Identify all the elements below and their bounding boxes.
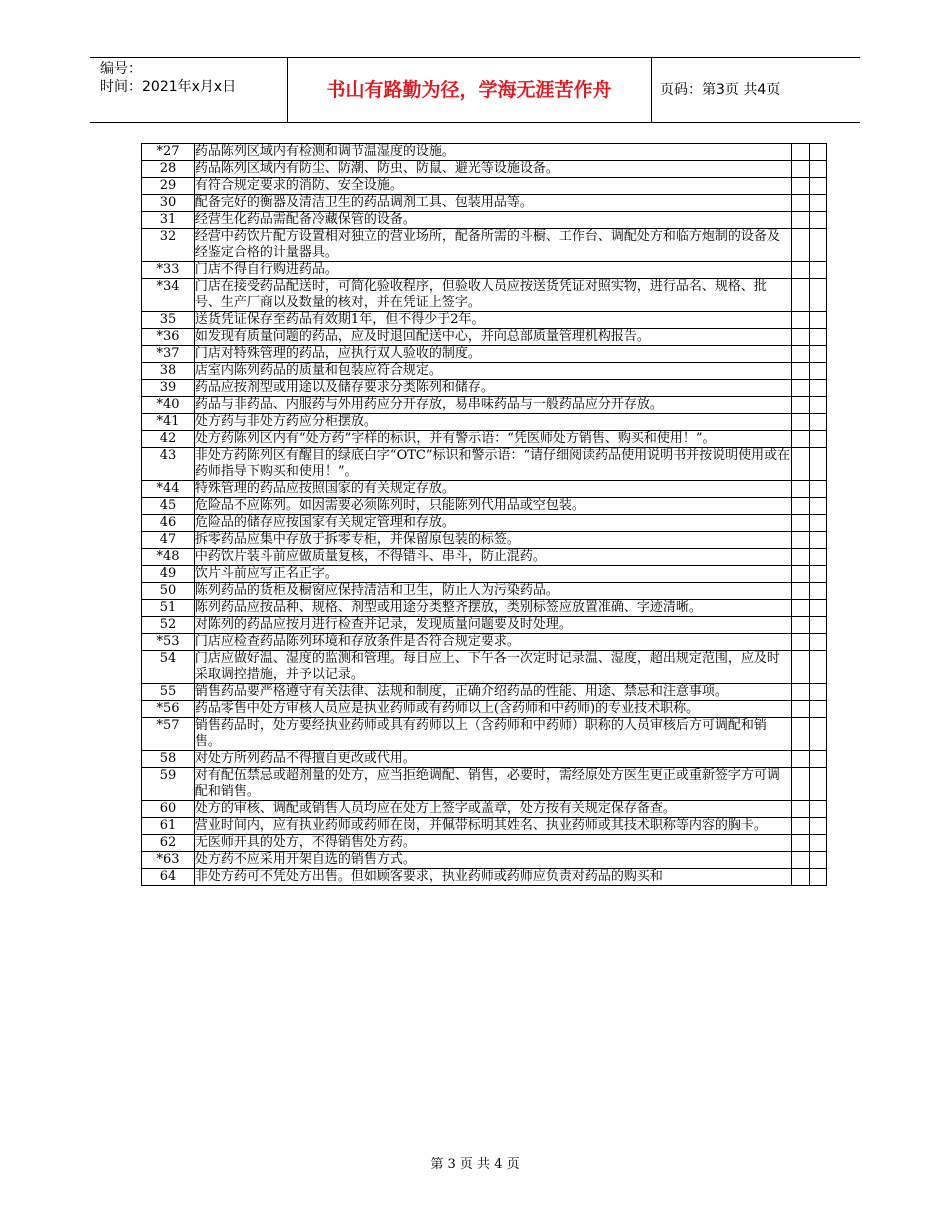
table-row [142, 701, 827, 718]
check-cell-1 [792, 617, 809, 634]
table-row [142, 835, 827, 852]
check-cell-2 [809, 498, 826, 515]
table-row [142, 481, 827, 498]
table-row [142, 600, 827, 617]
header-divider-right [651, 57, 652, 122]
item-number: 61 [142, 818, 195, 835]
table-row [142, 617, 827, 634]
item-requirement-text: 拆零药品应集中存放于拆零专柜，并保留原包装的标签。 [194, 532, 791, 549]
item-number: 31 [142, 212, 195, 229]
table-row [142, 583, 827, 600]
check-cell-1 [792, 498, 809, 515]
check-cell-1 [792, 397, 809, 414]
checklist-table-body [142, 144, 827, 886]
check-cell-1 [792, 144, 809, 161]
table-row [142, 262, 827, 279]
item-requirement-text: 处方药不应采用开架自选的销售方式。 [194, 852, 791, 869]
table-row [142, 414, 827, 431]
item-number: *34 [142, 279, 195, 312]
table-row [142, 515, 827, 532]
item-number: 29 [142, 178, 195, 195]
check-cell-2 [809, 701, 826, 718]
item-number: 39 [142, 380, 195, 397]
item-requirement-text: 特殊管理的药品应按照国家的有关规定存放。 [194, 481, 791, 498]
item-number: *44 [142, 481, 195, 498]
check-cell-2 [809, 801, 826, 818]
check-cell-1 [792, 414, 809, 431]
check-cell-2 [809, 835, 826, 852]
table-row [142, 818, 827, 835]
item-number: *40 [142, 397, 195, 414]
item-requirement-text: 陈列药品应按品种、规格、剂型或用途分类整齐摆放，类别标签应放置准确、字迹清晰。 [194, 600, 791, 617]
table-row [142, 498, 827, 515]
table-row [142, 195, 827, 212]
check-cell-2 [809, 532, 826, 549]
item-number: *41 [142, 414, 195, 431]
item-requirement-text: 门店应检查药品陈列环境和存放条件是否符合规定要求。 [194, 634, 791, 651]
check-cell-2 [809, 651, 826, 684]
check-cell-1 [792, 583, 809, 600]
check-cell-2 [809, 684, 826, 701]
item-number: *36 [142, 329, 195, 346]
check-cell-2 [809, 751, 826, 768]
check-cell-2 [809, 363, 826, 380]
item-number: 47 [142, 532, 195, 549]
item-requirement-text: 销售药品要严格遵守有关法律、法规和制度，正确介绍药品的性能、用途、禁忌和注意事项。 [194, 684, 791, 701]
check-cell-2 [809, 481, 826, 498]
table-row [142, 346, 827, 363]
item-number: 38 [142, 363, 195, 380]
check-cell-1 [792, 718, 809, 751]
item-number: 58 [142, 751, 195, 768]
check-cell-2 [809, 229, 826, 262]
item-number: 35 [142, 312, 195, 329]
table-row [142, 212, 827, 229]
table-row [142, 279, 827, 312]
page-footer: 第 3 页 共 4 页 [430, 1157, 520, 1172]
item-number: 64 [142, 869, 195, 886]
item-number: 28 [142, 161, 195, 178]
check-cell-2 [809, 818, 826, 835]
document-date-label: 时间：2021年x月x日 [100, 79, 237, 95]
item-number: *37 [142, 346, 195, 363]
check-cell-1 [792, 262, 809, 279]
check-cell-1 [792, 818, 809, 835]
check-cell-1 [792, 684, 809, 701]
check-cell-1 [792, 448, 809, 481]
check-cell-1 [792, 212, 809, 229]
table-row [142, 566, 827, 583]
item-requirement-text: 处方药与非处方药应分柜摆放。 [194, 414, 791, 431]
table-row [142, 161, 827, 178]
item-number: 32 [142, 229, 195, 262]
item-requirement-text: 饮片斗前应写正名正字。 [194, 566, 791, 583]
table-row [142, 380, 827, 397]
item-number: 54 [142, 651, 195, 684]
item-requirement-text: 无医师开具的处方，不得销售处方药。 [194, 835, 791, 852]
item-number: *27 [142, 144, 195, 161]
table-row [142, 431, 827, 448]
check-cell-1 [792, 515, 809, 532]
header-top-rule [90, 57, 860, 58]
check-cell-2 [809, 262, 826, 279]
item-requirement-text: 危险品不应陈列。如因需要必须陈列时，只能陈列代用品或空包装。 [194, 498, 791, 515]
check-cell-1 [792, 161, 809, 178]
check-cell-1 [792, 801, 809, 818]
check-cell-1 [792, 634, 809, 651]
header-motto: 书山有路勤为径，学海无涯苦作舟 [326, 79, 612, 101]
check-cell-2 [809, 549, 826, 566]
table-row [142, 801, 827, 818]
item-number: *56 [142, 701, 195, 718]
check-cell-1 [792, 229, 809, 262]
check-cell-2 [809, 617, 826, 634]
check-cell-1 [792, 431, 809, 448]
table-row [142, 229, 827, 262]
item-number: 49 [142, 566, 195, 583]
item-requirement-text: 营业时间内，应有执业药师或药师在岗，并佩带标明其姓名、执业药师或其技术职称等内容的胸卡。 [194, 818, 791, 835]
check-cell-2 [809, 346, 826, 363]
table-row [142, 768, 827, 801]
item-number: *48 [142, 549, 195, 566]
item-number: 30 [142, 195, 195, 212]
page-number-label: 页码：第3页 共4页 [660, 82, 781, 98]
table-row [142, 651, 827, 684]
check-cell-2 [809, 144, 826, 161]
item-number: 62 [142, 835, 195, 852]
check-cell-2 [809, 212, 826, 229]
item-requirement-text: 对陈列的药品应按月进行检查并记录，发现质量问题要及时处理。 [194, 617, 791, 634]
item-requirement-text: 销售药品时，处方要经执业药师或具有药师以上（含药师和中药师）职称的人员审核后方可调配和销售。 [194, 718, 791, 751]
table-row [142, 718, 827, 751]
item-number: 55 [142, 684, 195, 701]
table-row [142, 634, 827, 651]
item-requirement-text: 经营中药饮片配方设置相对独立的营业场所，配备所需的斗橱、工作台、调配处方和临方炮制的设备及经鉴定合格的计量器具。 [194, 229, 791, 262]
table-row [142, 178, 827, 195]
check-cell-2 [809, 414, 826, 431]
check-cell-2 [809, 600, 826, 617]
check-cell-1 [792, 701, 809, 718]
check-cell-1 [792, 869, 809, 886]
check-cell-2 [809, 397, 826, 414]
check-cell-1 [792, 852, 809, 869]
item-number: *53 [142, 634, 195, 651]
check-cell-1 [792, 178, 809, 195]
check-cell-2 [809, 161, 826, 178]
check-cell-1 [792, 380, 809, 397]
check-cell-1 [792, 768, 809, 801]
check-cell-1 [792, 566, 809, 583]
table-row [142, 532, 827, 549]
check-cell-2 [809, 195, 826, 212]
item-number: 46 [142, 515, 195, 532]
item-requirement-text: 处方的审核、调配或销售人员均应在处方上签字或盖章，处方按有关规定保存备查。 [194, 801, 791, 818]
check-cell-2 [809, 869, 826, 886]
check-cell-1 [792, 549, 809, 566]
check-cell-2 [809, 768, 826, 801]
item-requirement-text: 药品零售中处方审核人员应是执业药师或有药师以上(含药师和中药师)的专业技术职称。 [194, 701, 791, 718]
table-row [142, 684, 827, 701]
item-number: 50 [142, 583, 195, 600]
check-cell-2 [809, 634, 826, 651]
item-number: 59 [142, 768, 195, 801]
check-cell-2 [809, 380, 826, 397]
check-cell-1 [792, 751, 809, 768]
table-row [142, 144, 827, 161]
item-requirement-text: 配备完好的衡器及清洁卫生的药品调剂工具、包装用品等。 [194, 195, 791, 212]
item-requirement-text: 药品与非药品、内服药与外用药应分开存放，易串味药品与一般药品应分开存放。 [194, 397, 791, 414]
check-cell-1 [792, 835, 809, 852]
check-cell-1 [792, 363, 809, 380]
item-number: 42 [142, 431, 195, 448]
item-number: 52 [142, 617, 195, 634]
item-requirement-text: 非处方药陈列区有醒目的绿底白字“OTC”标识和警示语：“请仔细阅读药品使用说明书并按说明使用或在药师指导下购买和使用！”。 [194, 448, 791, 479]
check-cell-1 [792, 481, 809, 498]
check-cell-2 [809, 566, 826, 583]
check-cell-1 [792, 346, 809, 363]
item-requirement-text: 有符合规定要求的消防、安全设施。 [194, 178, 791, 195]
item-requirement-text: 如发现有质量问题的药品，应及时退回配送中心，并向总部质量管理机构报告。 [194, 329, 791, 346]
check-cell-2 [809, 431, 826, 448]
check-cell-1 [792, 600, 809, 617]
item-requirement-text: 门店应做好温、湿度的监测和管理。每日应上、下午各一次定时记录温、湿度，超出规定范围，应及时采取调控措施，并予以记录。 [194, 651, 791, 684]
check-cell-2 [809, 279, 826, 312]
header-bottom-rule [90, 122, 860, 123]
item-requirement-text: 处方药陈列区内有“处方药”字样的标识，并有警示语：“凭医师处方销售、购买和使用！”。 [194, 431, 791, 448]
item-requirement-text: 门店不得自行购进药品。 [194, 262, 791, 279]
table-row [142, 751, 827, 768]
check-cell-2 [809, 312, 826, 329]
item-requirement-text: 门店对特殊管理的药品，应执行双人验收的制度。 [194, 346, 791, 363]
check-cell-2 [809, 329, 826, 346]
item-requirement-text: 对有配伍禁忌或超剂量的处方，应当拒绝调配、销售，必要时，需经原处方医生更正或重新签字方可调配和销售。 [194, 768, 791, 801]
item-requirement-text: 对处方所列药品不得擅自更改或代用。 [194, 751, 791, 768]
item-requirement-text: 店室内陈列药品的质量和包装应符合规定。 [194, 363, 791, 380]
check-cell-2 [809, 448, 826, 481]
table-row [142, 329, 827, 346]
table-row [142, 869, 827, 886]
item-number: 43 [142, 448, 195, 481]
item-requirement-text: 送货凭证保存至药品有效期1年，但不得少于2年。 [194, 312, 791, 329]
table-row [142, 312, 827, 329]
check-cell-2 [809, 178, 826, 195]
check-cell-1 [792, 532, 809, 549]
item-requirement-text: 非处方药可不凭处方出售。但如顾客要求，执业药师或药师应负责对药品的购买和 [194, 869, 791, 886]
item-number: 45 [142, 498, 195, 515]
item-number: 51 [142, 600, 195, 617]
check-cell-1 [792, 651, 809, 684]
check-cell-2 [809, 515, 826, 532]
check-cell-1 [792, 195, 809, 212]
item-requirement-text: 陈列药品的货柜及橱窗应保持清洁和卫生，防止人为污染药品。 [194, 583, 791, 600]
item-number: *33 [142, 262, 195, 279]
item-requirement-text: 药品陈列区域内有检测和调节温湿度的设施。 [194, 144, 791, 161]
table-row [142, 549, 827, 566]
item-requirement-text: 门店在接受药品配送时，可简化验收程序，但验收人员应按送货凭证对照实物，进行品名、规格、批号、生产厂商以及数量的核对，并在凭证上签字。 [194, 279, 791, 312]
check-cell-2 [809, 583, 826, 600]
checklist-table [141, 143, 827, 886]
item-requirement-text: 经营生化药品需配备冷藏保管的设备。 [194, 212, 791, 229]
item-requirement-text: 中药饮片装斗前应做质量复核，不得错斗、串斗，防止混药。 [194, 549, 791, 566]
table-row [142, 852, 827, 869]
table-row [142, 363, 827, 380]
item-requirement-text: 药品陈列区域内有防尘、防潮、防虫、防鼠、避光等设施设备。 [194, 161, 791, 178]
item-number: *63 [142, 852, 195, 869]
check-cell-2 [809, 852, 826, 869]
item-requirement-text: 药品应按剂型或用途以及储存要求分类陈列和储存。 [194, 380, 791, 397]
check-cell-1 [792, 279, 809, 312]
table-row [142, 448, 827, 481]
item-requirement-text: 危险品的储存应按国家有关规定管理和存放。 [194, 515, 791, 532]
document-number-label: 编号： [100, 61, 142, 77]
item-number: 60 [142, 801, 195, 818]
check-cell-2 [809, 718, 826, 751]
item-number: *57 [142, 718, 195, 751]
check-cell-1 [792, 312, 809, 329]
check-cell-1 [792, 329, 809, 346]
table-row [142, 397, 827, 414]
